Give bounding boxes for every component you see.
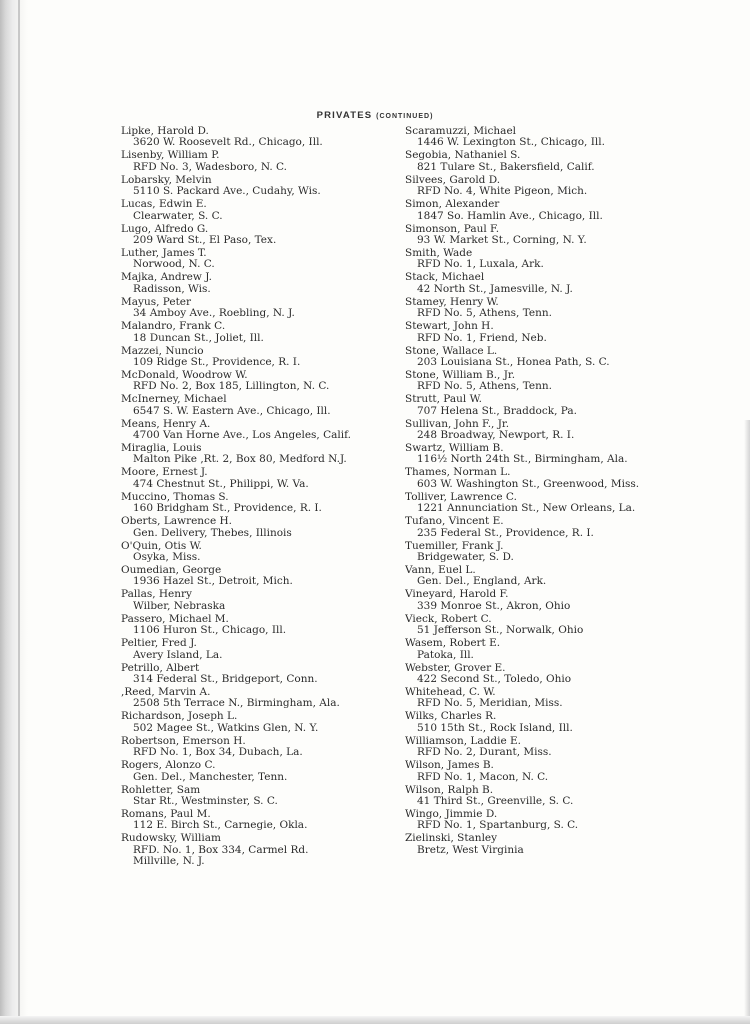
roster-entry bbox=[405, 541, 725, 565]
entry-address: 4700 Van Horne Ave., Los Angeles, Calif. bbox=[133, 429, 351, 442]
entry-address: RFD No. 2, Box 185, Lillington, N. C. bbox=[133, 380, 330, 393]
right-column bbox=[405, 126, 725, 858]
entry-name: Mayus, Peter bbox=[121, 296, 192, 308]
entry-name: Vieck, Robert C. bbox=[405, 613, 492, 625]
roster-entry bbox=[405, 711, 725, 735]
entry-address: Clearwater, S. C. bbox=[133, 209, 223, 222]
entry-name: ,Reed, Marvin A. bbox=[121, 686, 211, 698]
entry-name: Wingo, Jimmie D. bbox=[405, 808, 498, 820]
entry-name: Rohletter, Sam bbox=[121, 784, 201, 796]
entry-name: Tuemiller, Frank J. bbox=[405, 540, 504, 552]
entry-name: Peltier, Fred J. bbox=[121, 638, 197, 650]
entry-address: 42 North St., Jamesville, N. J. bbox=[417, 282, 573, 295]
entry-address: RFD No. 5, Athens, Tenn. bbox=[417, 380, 552, 393]
heading-continued: (CONTINUED) bbox=[376, 113, 434, 120]
roster-entry bbox=[121, 760, 421, 784]
roster-entry bbox=[405, 150, 725, 174]
entry-address: Bretz, West Virginia bbox=[417, 843, 524, 856]
roster-entry bbox=[405, 248, 725, 272]
entry-name: Webster, Grover E. bbox=[405, 662, 506, 674]
entry-address: Gen. Del., England, Ark. bbox=[417, 575, 547, 588]
roster-entry bbox=[121, 150, 421, 174]
roster-entry bbox=[405, 565, 725, 589]
section-heading bbox=[0, 110, 750, 121]
entry-name: Stone, Wallace L. bbox=[405, 345, 498, 357]
entry-address: RFD. No. 1, Box 334, Carmel Rd. bbox=[133, 843, 309, 856]
entry-name: O'Quin, Otis W. bbox=[121, 540, 202, 552]
entry-name: Passero, Michael M. bbox=[121, 613, 229, 625]
entry-address: 422 Second St., Toledo, Ohio bbox=[417, 673, 572, 685]
entry-address: Star Rt., Westminster, S. C. bbox=[133, 794, 278, 807]
roster-entry bbox=[405, 126, 725, 150]
roster-entry bbox=[121, 711, 421, 735]
entry-address: Norwood, N. C. bbox=[133, 258, 215, 271]
roster-entry bbox=[121, 467, 421, 491]
entry-name: Segobia, Nathaniel S. bbox=[405, 150, 521, 162]
entry-address: 1847 So. Hamlin Ave., Chicago, Ill. bbox=[417, 209, 603, 222]
roster-entry bbox=[121, 443, 421, 467]
entry-name: Stewart, John H. bbox=[405, 321, 494, 333]
entry-address: RFD No. 1, Spartanburg, S. C. bbox=[417, 819, 579, 832]
entry-address: 209 Ward St., El Paso, Tex. bbox=[133, 233, 277, 246]
page-bottom-edge bbox=[0, 1016, 750, 1024]
entry-address: Patoka, Ill. bbox=[417, 648, 474, 661]
entry-address: 474 Chestnut St., Philippi, W. Va. bbox=[133, 477, 309, 490]
entry-address: 2508 5th Terrace N., Birmingham, Ala. bbox=[133, 697, 340, 710]
entry-name: Richardson, Joseph L. bbox=[121, 711, 238, 723]
entry-address: RFD No. 1, Macon, N. C. bbox=[417, 770, 549, 783]
entry-address: Gen. Delivery, Thebes, Illinois bbox=[133, 526, 292, 539]
roster-entry bbox=[405, 199, 725, 223]
entry-address: 248 Broadway, Newport, R. I. bbox=[417, 429, 575, 442]
entry-name: Stamey, Henry W. bbox=[405, 296, 499, 308]
entry-name: Wasem, Robert E. bbox=[405, 638, 501, 650]
entry-address: RFD No. 1, Luxala, Ark. bbox=[417, 258, 544, 271]
entry-address: RFD No. 2, Durant, Miss. bbox=[417, 746, 552, 759]
entry-address: RFD No. 5, Athens, Tenn. bbox=[417, 307, 552, 320]
entry-name: Oberts, Lawrence H. bbox=[121, 516, 232, 528]
entry-address: RFD No. 1, Friend, Neb. bbox=[417, 331, 547, 344]
entry-name: Pallas, Henry bbox=[121, 589, 192, 601]
roster-entry bbox=[405, 687, 725, 711]
roster-entry bbox=[405, 809, 725, 833]
entry-address: Avery Island, La. bbox=[133, 648, 223, 661]
roster-entry bbox=[405, 224, 725, 248]
entry-address: Osyka, Miss. bbox=[133, 551, 201, 564]
entry-address: Malton Pike ,Rt. 2, Box 80, Medford N.J. bbox=[133, 453, 347, 466]
entry-address: 502 Magee St., Watkins Glen, N. Y. bbox=[133, 721, 319, 734]
entry-address: 1446 W. Lexington St., Chicago, Ill. bbox=[417, 136, 605, 149]
roster-entry bbox=[405, 736, 725, 760]
roster-entry bbox=[121, 833, 421, 869]
entry-address: 821 Tulare St., Bakersfield, Calif. bbox=[417, 160, 595, 173]
entry-address: 1221 Annunciation St., New Orleans, La. bbox=[417, 502, 636, 515]
entry-name: Muccino, Thomas S. bbox=[121, 491, 229, 503]
page-binding-shadow bbox=[0, 0, 28, 1024]
heading-main: PRIVATES bbox=[316, 110, 373, 121]
entry-address: RFD No. 3, Wadesboro, N. C. bbox=[133, 160, 288, 173]
entry-name: Vann, Euel L. bbox=[405, 565, 476, 577]
entry-name: Lobarsky, Melvin bbox=[121, 174, 212, 186]
entry-address: 314 Federal St., Bridgeport, Conn. bbox=[133, 673, 318, 685]
entry-address: 1936 Hazel St., Detroit, Mich. bbox=[133, 575, 293, 588]
entry-name: Strutt, Paul W. bbox=[405, 394, 482, 406]
entry-name: Silvees, Garold D. bbox=[405, 174, 501, 186]
entry-name: Mazzei, Nuncio bbox=[121, 345, 204, 357]
entry-name: Lipke, Harold D. bbox=[121, 126, 209, 137]
entry-name: Scaramuzzi, Michael bbox=[405, 126, 517, 137]
roster-entry bbox=[121, 809, 421, 833]
roster-entry bbox=[405, 614, 725, 638]
roster-entry bbox=[405, 272, 725, 296]
entry-name: Wilson, James B. bbox=[405, 760, 494, 772]
entry-address: Gen. Del., Manchester, Tenn. bbox=[133, 770, 288, 783]
entry-address: 116½ North 24th St., Birmingham, Ala. bbox=[417, 453, 628, 466]
entry-address: 1106 Huron St., Chicago, Ill. bbox=[133, 624, 287, 637]
entry-name: Lisenby, William P. bbox=[121, 150, 220, 162]
roster-entry bbox=[405, 419, 725, 443]
page-right-edge bbox=[744, 420, 750, 1024]
roster-entry bbox=[121, 785, 421, 809]
entry-address: Bridgewater, S. D. bbox=[417, 551, 514, 564]
roster-entry bbox=[121, 370, 421, 394]
entry-name: Luther, James T. bbox=[121, 247, 207, 259]
roster-entry bbox=[405, 760, 725, 784]
entry-address: RFD No. 4, White Pigeon, Mich. bbox=[417, 185, 588, 198]
roster-entry bbox=[405, 175, 725, 199]
binding-line bbox=[18, 0, 20, 1024]
entry-name: Petrillo, Albert bbox=[121, 662, 200, 674]
entry-address: 112 E. Birch St., Carnegie, Okla. bbox=[133, 819, 308, 832]
roster-entry bbox=[121, 224, 421, 248]
roster-entry bbox=[121, 272, 421, 296]
entry-address: 6547 S. W. Eastern Ave., Chicago, Ill. bbox=[133, 404, 331, 417]
roster-entry bbox=[405, 346, 725, 370]
roster-entry bbox=[405, 516, 725, 540]
roster-entry bbox=[405, 638, 725, 662]
roster-entry bbox=[121, 516, 421, 540]
entry-name: Whitehead, C. W. bbox=[405, 686, 496, 698]
entry-address: 93 W. Market St., Corning, N. Y. bbox=[417, 233, 587, 246]
entry-address: RFD No. 1, Box 34, Dubach, La. bbox=[133, 746, 303, 759]
roster-entry bbox=[121, 589, 421, 613]
entry-address: 203 Louisiana St., Honea Path, S. C. bbox=[417, 355, 610, 368]
entry-address: 51 Jefferson St., Norwalk, Ohio bbox=[417, 624, 584, 637]
roster-entry bbox=[121, 687, 421, 711]
entry-address: RFD No. 5, Meridian, Miss. bbox=[417, 697, 563, 710]
entry-name: McDonald, Woodrow W. bbox=[121, 369, 248, 381]
entry-address: 18 Duncan St., Joliet, Ill. bbox=[133, 331, 264, 344]
entry-name: Majka, Andrew J. bbox=[121, 272, 212, 284]
entry-address: 603 W. Washington St., Greenwood, Miss. bbox=[417, 477, 640, 490]
entry-address: 3620 W. Roosevelt Rd., Chicago, Ill. bbox=[133, 136, 323, 149]
roster-entry bbox=[405, 467, 725, 491]
entry-name: Thames, Norman L. bbox=[405, 467, 511, 479]
entry-name: Sullivan, John F., Jr. bbox=[405, 418, 510, 430]
roster-entry bbox=[121, 346, 421, 370]
roster-entry bbox=[121, 297, 421, 321]
roster-entry bbox=[121, 394, 421, 418]
entry-name: Tufano, Vincent E. bbox=[405, 516, 504, 528]
entry-name: Stack, Michael bbox=[405, 272, 485, 284]
entry-name: Stone, William B., Jr. bbox=[405, 369, 516, 381]
entry-address-line2: Millville, N. J. bbox=[133, 855, 205, 868]
entry-name: Means, Henry A. bbox=[121, 418, 211, 430]
entry-address: 510 15th St., Rock Island, Ill. bbox=[417, 721, 573, 734]
roster-entry bbox=[121, 199, 421, 223]
entry-name: Oumedian, George bbox=[121, 565, 222, 577]
roster-entry bbox=[121, 565, 421, 589]
entry-address: 41 Third St., Greenville, S. C. bbox=[417, 794, 574, 807]
roster-entry bbox=[405, 443, 725, 467]
roster-entry bbox=[405, 492, 725, 516]
entry-name: Tolliver, Lawrence C. bbox=[405, 491, 517, 503]
entry-name: Williamson, Laddie E. bbox=[405, 735, 521, 747]
entry-name: Wilson, Ralph B. bbox=[405, 784, 494, 796]
entry-name: Robertson, Emerson H. bbox=[121, 735, 246, 747]
entry-name: Malandro, Frank C. bbox=[121, 321, 226, 333]
roster-entry bbox=[405, 370, 725, 394]
roster-entry bbox=[405, 321, 725, 345]
roster-entry bbox=[121, 175, 421, 199]
entry-name: Simonson, Paul F. bbox=[405, 223, 500, 235]
roster-entry bbox=[121, 638, 421, 662]
entry-name: Lucas, Edwin E. bbox=[121, 199, 207, 211]
entry-name: Simon, Alexander bbox=[405, 199, 500, 211]
roster-entry bbox=[405, 833, 725, 857]
roster-entry bbox=[121, 541, 421, 565]
entry-name: Rudowsky, William bbox=[121, 833, 221, 845]
roster-entry bbox=[121, 248, 421, 272]
roster-entry bbox=[405, 297, 725, 321]
entry-address: 34 Amboy Ave., Roebling, N. J. bbox=[133, 307, 295, 320]
entry-address: 707 Helena St., Braddock, Pa. bbox=[417, 404, 577, 417]
entry-name: Zielinski, Stanley bbox=[405, 833, 498, 845]
roster-entry bbox=[121, 126, 421, 150]
entry-address: Wilber, Nebraska bbox=[133, 599, 226, 612]
roster-entry bbox=[121, 663, 421, 687]
entry-address: 235 Federal St., Providence, R. I. bbox=[417, 526, 594, 539]
roster-entry bbox=[121, 614, 421, 638]
roster-entry bbox=[405, 785, 725, 809]
roster-entry bbox=[121, 492, 421, 516]
entry-address: 5110 S. Packard Ave., Cudahy, Wis. bbox=[133, 185, 321, 198]
entry-address: 109 Ridge St., Providence, R. I. bbox=[133, 355, 301, 368]
entry-name: McInerney, Michael bbox=[121, 394, 227, 406]
roster-entry bbox=[405, 663, 725, 687]
entry-name: Wilks, Charles R. bbox=[405, 711, 497, 723]
entry-name: Swartz, William B. bbox=[405, 443, 504, 455]
entry-address: 160 Bridgham St., Providence, R. I. bbox=[133, 502, 322, 515]
entry-name: Moore, Ernest J. bbox=[121, 467, 208, 479]
roster-entry bbox=[405, 589, 725, 613]
entry-name: Lugo, Alfredo G. bbox=[121, 223, 209, 235]
roster-entry bbox=[405, 394, 725, 418]
entry-name: Smith, Wade bbox=[405, 247, 473, 259]
entry-name: Vineyard, Harold F. bbox=[405, 589, 509, 601]
left-column bbox=[121, 126, 421, 869]
entry-name: Rogers, Alonzo C. bbox=[121, 760, 216, 772]
entry-name: Miraglia, Louis bbox=[121, 443, 202, 455]
entry-address: Radisson, Wis. bbox=[133, 282, 211, 295]
roster-entry bbox=[121, 321, 421, 345]
roster-entry bbox=[121, 736, 421, 760]
entry-address: 339 Monroe St., Akron, Ohio bbox=[417, 599, 571, 612]
entry-name: Romans, Paul M. bbox=[121, 808, 211, 820]
roster-entry bbox=[121, 419, 421, 443]
